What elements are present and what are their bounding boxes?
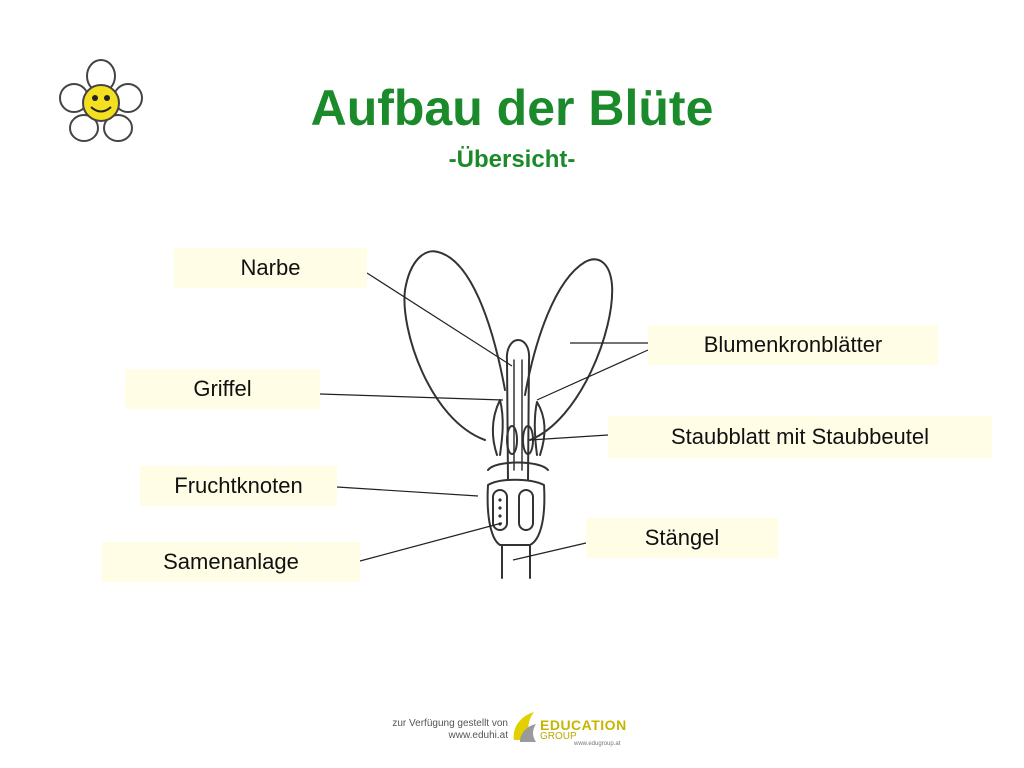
footer-provided-by: zur Verfügung gestellt von — [392, 718, 508, 729]
label-staengel: Stängel — [586, 518, 778, 558]
page-subtitle: -Übersicht- — [448, 146, 576, 173]
left-petal — [404, 251, 505, 440]
stem — [502, 545, 530, 578]
leader-staubblatt — [530, 435, 608, 440]
leader-griffel — [320, 394, 503, 400]
leader-fruchtknoten — [337, 487, 478, 496]
label-staubblatt: Staubblatt mit Staubbeutel — [608, 416, 992, 458]
leader-blumenkron-2 — [537, 350, 648, 400]
education-group-logo-icon — [510, 710, 540, 746]
stamen-left — [493, 400, 503, 455]
ovary — [488, 480, 545, 545]
stamen-right — [535, 402, 545, 455]
leader-samenanlage — [360, 523, 502, 561]
right-petal — [525, 259, 612, 440]
label-narbe: Narbe — [174, 248, 367, 288]
label-samenanlage: Samenanlage — [102, 542, 360, 582]
brand-group: GROUP — [540, 731, 577, 742]
brand-url: www.edugroup.at — [574, 741, 621, 747]
label-fruchtknoten: Fruchtknoten — [140, 466, 337, 506]
label-blumenkronblaetter: Blumenkronblätter — [648, 325, 938, 365]
leader-narbe — [367, 273, 512, 366]
label-griffel: Griffel — [125, 369, 320, 409]
footer-credit — [388, 708, 628, 752]
footer-site: www.eduhi.at — [448, 730, 508, 741]
brand-education: EDUCATION — [540, 717, 627, 733]
pistil-style — [507, 340, 529, 480]
page-title: Aufbau der Blüte — [310, 80, 714, 136]
